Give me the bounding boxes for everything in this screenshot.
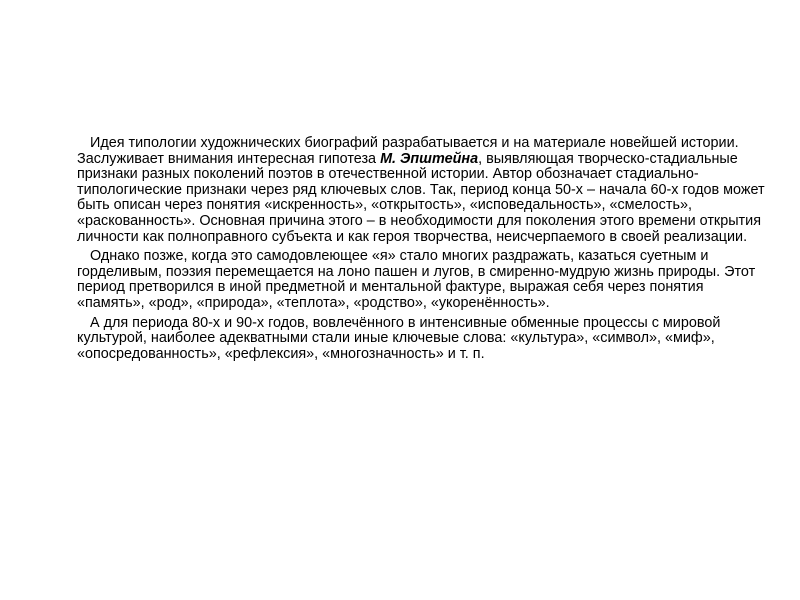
paragraph-1 [77, 136, 767, 245]
paragraph-1-start: Идея типологии художнических биографий разрабатывается и на материале новейшей истории. Заслуживает внимания интересная гипотеза [77, 135, 739, 167]
author-name-emphasis: М. Эпштейна [380, 150, 479, 167]
text-block [77, 136, 767, 366]
paragraph-1-end: , выявляющая творческо-стадиальные признаки разных поколений поэтов в отечественной истории. Автор обозначает стадиально-типологические признаки через ряд ключевых слов. Так, период конца 50-х – начала 60-х годов может быть описан через понятия «искренность», «открытость», «исповедальность», «смелость», «раскованность». Основная причина этого – в необходимости для поколения этого времени открытия личности как полноправного субъекта и как героя творчества, неисчерпаемого в своей реализации. [77, 150, 765, 245]
paragraph-3: А для периода 80-х и 90-х годов, вовлечённого в интенсивные обменные процессы с мировой культурой, наиболее адекватными стали иные ключевые слова: «культура», «символ», «миф», «опосредованность», «рефлексия», «многозначность» и т. п. [77, 314, 721, 362]
paragraph-2: Однако позже, когда это самодовлеющее «я» стало многих раздражать, казаться суетным и горделивым, поэзия перемещается на лоно пашен и лугов, в смиренно-мудрую жизнь природы. Этот период претворился в иной предметной и ментальной фактуре, выражая себя через понятия «память», «род», «природа», «теплота», «родство», «укоренённость». [77, 248, 756, 311]
